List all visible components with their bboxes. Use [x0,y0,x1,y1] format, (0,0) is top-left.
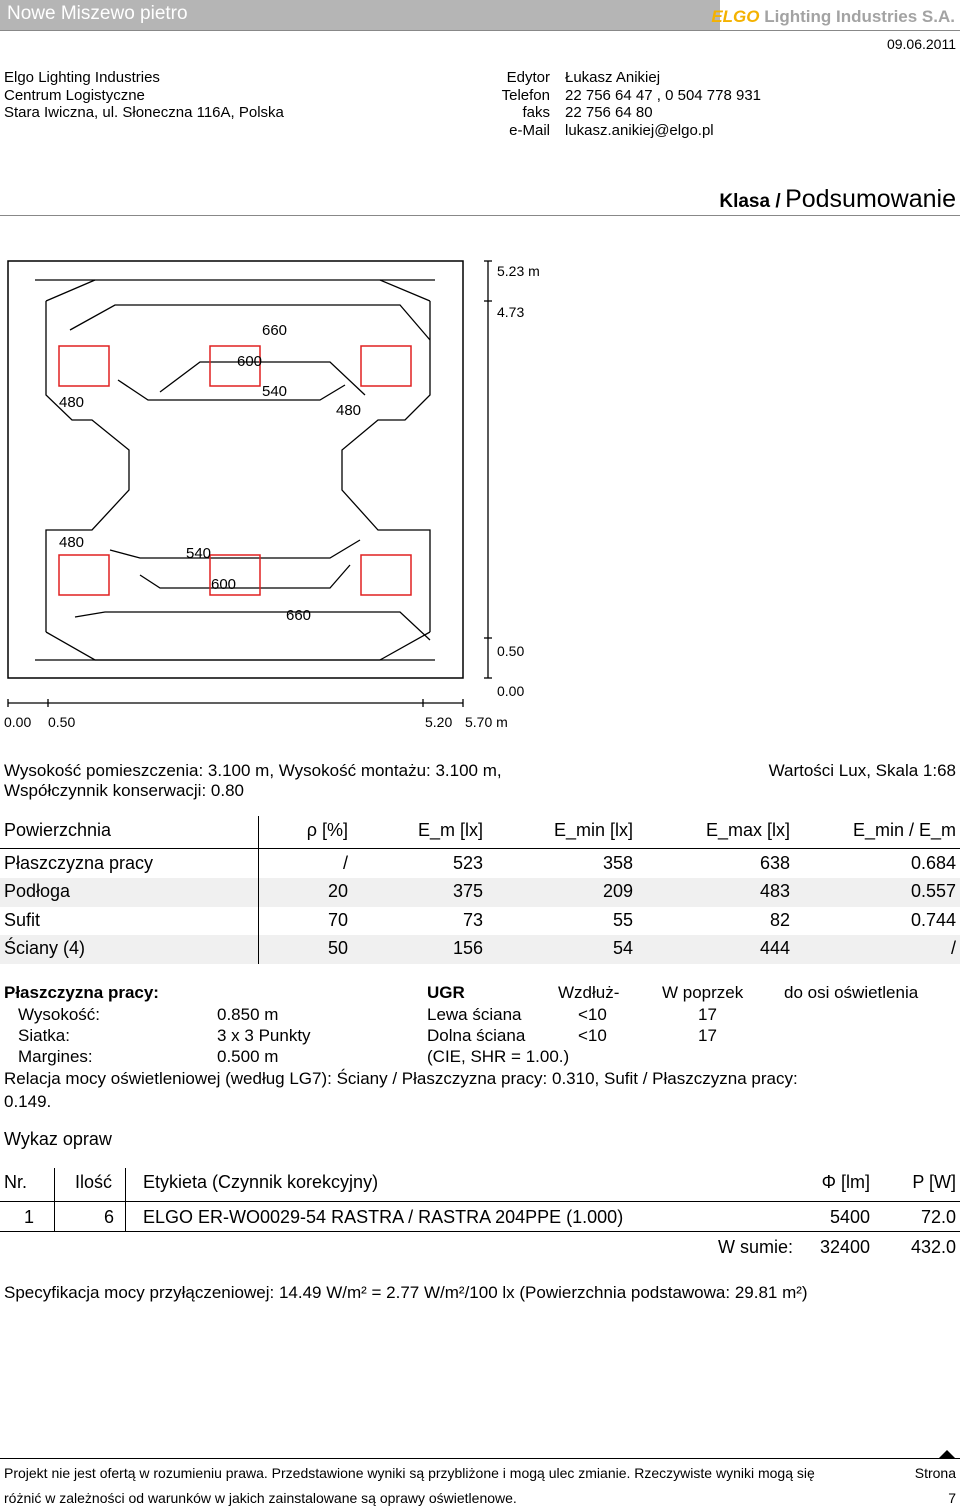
isoline-label: 480 [59,534,85,551]
header-bar [0,0,720,30]
scale-info: Wartości Lux, Skala 1:68 [768,761,956,780]
ugr-title: UGR [427,983,465,1002]
total-power: 432.0 [910,1237,956,1257]
param-label: Siatka: [18,1026,70,1045]
ugr-value: 17 [698,1026,717,1045]
param-label: Wysokość: [18,1005,101,1024]
isoline-label: 480 [59,394,85,411]
page-label: Strona [914,1465,956,1481]
surface-name: Płaszczyzna pracy [4,853,154,873]
isoline-label: 660 [262,322,288,339]
isoline-540-top [118,380,345,400]
surface-value: 0.557 [910,881,956,901]
surface-name: Podłoga [4,881,71,901]
company-line: Centrum Logistyczne [4,86,145,104]
fax-number: 22 756 64 80 [565,104,653,121]
surface-value: 70 [327,910,348,930]
surface-value: 82 [769,910,790,930]
table-divider [0,848,960,849]
lum-col-header: P [W] [912,1172,956,1192]
lum-label: ELGO ER-WO0029-54 RASTRA / RASTRA 204PPE (1.000) [143,1207,624,1227]
surface-value: 444 [759,938,790,958]
ugr-header: Wzdłuż- [558,983,620,1002]
company-line: Stara Iwiczna, ul. Słoneczna 116A, Polska [4,104,284,121]
ugr-row-label: Lewa ściana [427,1005,522,1024]
room-info: Wysokość pomieszczenia: 3.100 m, Wysokość montażu: 3.100 m, [4,761,502,780]
power-relation-cont: 0.149. [4,1092,52,1111]
luminaires-title: Wykaz opraw [4,1129,112,1149]
isolux-plan [0,248,540,738]
isoline-bottom-outer [46,632,430,660]
param-value: 3 x 3 Punkty [217,1026,311,1045]
lum-col-header: Nr. [4,1172,28,1192]
luminaire [361,346,411,386]
surface-value: 358 [602,853,633,873]
surface-value: / [342,853,348,873]
ugr-value: <10 [578,1005,607,1024]
param-label: Margines: [18,1047,93,1066]
surface-value: 50 [327,938,348,958]
surface-value: 54 [612,938,633,958]
total-flux: 32400 [819,1237,870,1257]
contact-label: faks [522,104,550,121]
col-header: ρ [%] [306,820,348,840]
lum-number: 1 [24,1207,35,1227]
surface-value: / [950,938,956,958]
project-title: Nowe Miszewo pietro [7,3,188,24]
ugr-header: W poprzek [662,983,744,1002]
company-line: Elgo Lighting Industries [4,69,160,86]
lum-quantity: 6 [104,1207,115,1227]
col-header: E_max [lx] [705,820,790,840]
surface-name: Ściany (4) [4,938,86,958]
surface-value: 0.684 [910,853,956,873]
ugr-note: (CIE, SHR = 1.00.) [427,1047,570,1066]
lum-col-header: Φ [lm] [821,1172,870,1192]
x-tick-label: 0.00 [4,714,32,730]
section-title: Klasa / Podsumowanie [719,185,956,213]
footer-disclaimer-cont: różnić w zależności od warunków w jakich zainstalowane są oprawy oświetlenowe. [4,1490,517,1506]
report-date: 09.06.2011 [886,36,956,52]
param-value: 0.500 m [217,1047,279,1066]
luminaire [59,346,109,386]
col-header: E_m [lx] [417,820,483,840]
surface-value: 55 [612,910,633,930]
isoline-label: 540 [186,545,212,562]
y-tick-label: 0.00 [497,683,525,699]
ugr-row-label: Dolna ściana [427,1026,526,1045]
company-block [4,69,284,122]
power-relation: Relacja mocy oświetleniowej (według LG7): Ściany / Płaszczyzna pracy: 0.310, Sufit / Płaszczyzna pracy: [4,1069,798,1088]
ugr-value: 17 [698,1005,717,1024]
surface-value: 483 [759,881,790,901]
contact-label: Edytor [506,69,550,86]
lum-col-header: Ilość [75,1172,113,1192]
power-specification: Specyfikacja mocy przyłączeniowej: 14.49 W/m² = 2.77 W/m²/100 lx (Powierzchnia podstawowa: 29.81 m²) [4,1283,808,1302]
isoline-480-right [342,301,430,632]
isoline-label: 600 [211,576,237,593]
editor-name: Łukasz Anikiej [565,69,661,86]
surface-value: 523 [452,853,483,873]
col-header: Powierzchnia [4,820,112,840]
y-tick-label: 4.73 [497,304,525,320]
surface-value: 73 [462,910,483,930]
luminaire [59,555,109,595]
ugr-header: do osi oświetlenia [784,983,919,1002]
isoline-600-bottom [140,565,350,588]
surface-value: 375 [452,881,483,901]
col-header: E_min / E_m [852,820,956,840]
x-tick-label: 5.70 m [465,714,508,730]
total-label: W sumie: [718,1237,794,1257]
surface-value: 0.744 [910,910,956,930]
contact-label: Telefon [501,86,550,104]
company-logo: ELGO Lighting Industries S.A. [711,7,955,26]
room-outline [8,261,463,678]
contact-label: e-Mail [509,121,550,139]
contact-labels [460,69,550,139]
footer-disclaimer: Projekt nie jest ofertą w rozumieniu prawa. Przedstawione wyniki są przybliżone i mogą ulec zmianie. Rzeczywiste wyniki mogą się [4,1465,815,1481]
surface-name: Sufit [4,910,41,930]
contact-values [565,69,761,139]
isoline-660-bottom [75,612,430,640]
ugr-value: <10 [578,1026,607,1045]
isoline-label: 600 [237,353,263,370]
lum-power: 72.0 [920,1207,956,1227]
surface-value: 20 [327,881,348,901]
isoline-660-top [70,305,430,340]
workplane-title: Płaszczyzna pracy: [4,983,159,1002]
maintenance-factor: Współczynnik konserwacji: 0.80 [4,781,244,800]
col-header: E_min [lx] [553,820,633,840]
x-tick-label: 0.50 [48,714,76,730]
surface-value: 209 [602,881,633,901]
luminaire [361,555,411,595]
y-tick-label: 5.23 m [497,263,540,279]
lum-flux: 5400 [829,1207,870,1227]
y-tick-label: 0.50 [497,643,525,659]
surface-value: 156 [452,938,483,958]
phone-number: 22 756 64 47 , 0 504 778 931 [565,86,762,104]
footer-divider [0,1458,960,1459]
x-tick-label: 5.20 [425,714,453,730]
header-divider [0,30,960,31]
page-number: 7 [948,1490,956,1506]
surface-value: 638 [759,853,790,873]
lum-col-header: Etykieta (Czynnik korekcyjny) [143,1172,379,1192]
section-divider [0,215,960,216]
isoline-label: 480 [336,402,362,419]
email-address: lukasz.anikiej@elgo.pl [565,121,714,139]
isoline-label: 540 [262,383,288,400]
isoline-label: 660 [286,607,312,624]
luminaires-divider [0,1201,960,1202]
param-value: 0.850 m [217,1005,279,1024]
